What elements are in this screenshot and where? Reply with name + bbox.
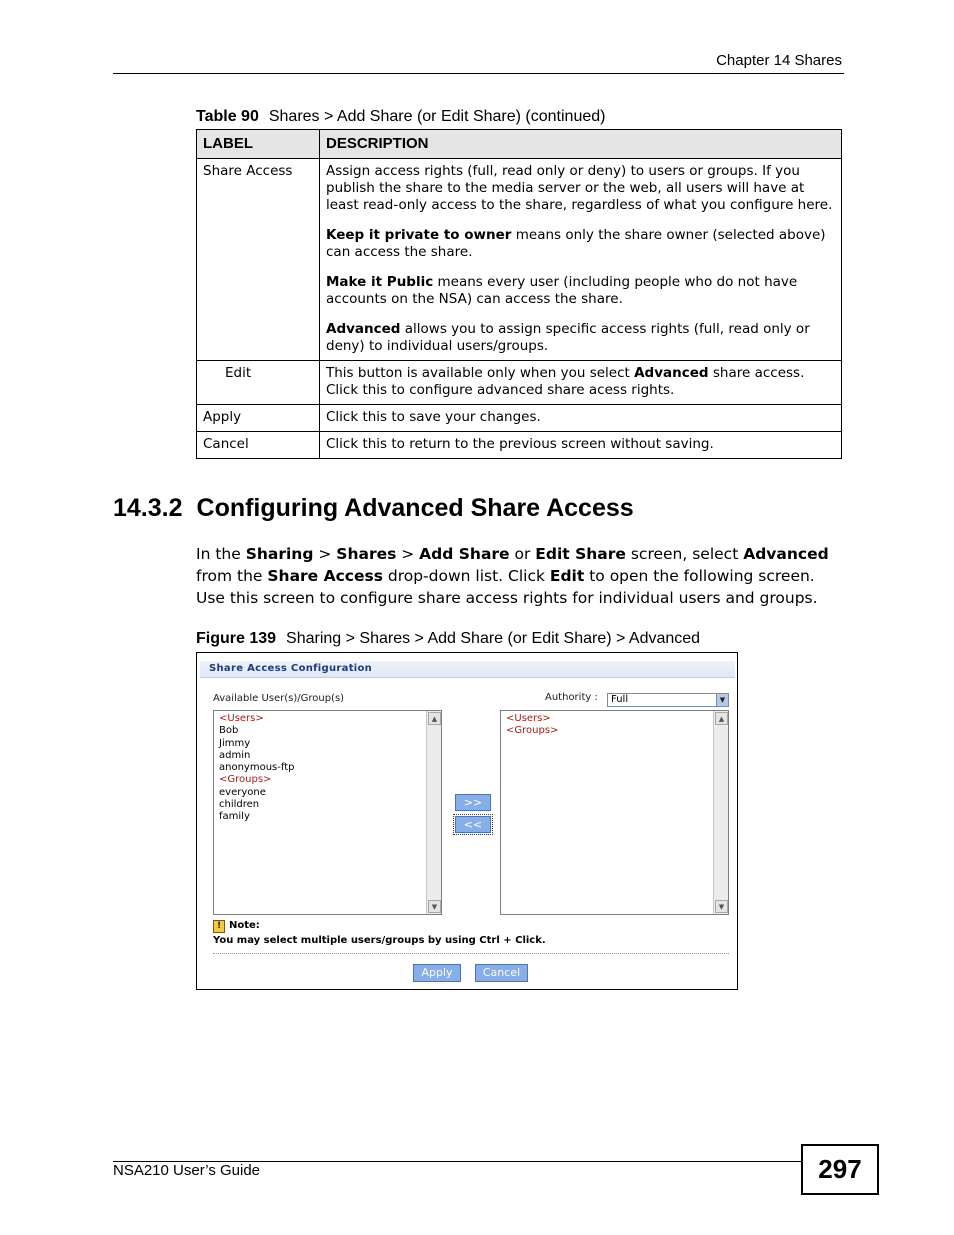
description-paragraph: Advanced allows you to assign specific access rights (full, read only or deny) to individual users/groups. bbox=[326, 321, 810, 354]
figure-caption bbox=[196, 630, 700, 648]
list-item[interactable]: everyone bbox=[219, 786, 266, 798]
description-paragraph: Keep it private to owner means only the share owner (selected above) can access the share. bbox=[326, 227, 826, 260]
note-text: You may select multiple users/groups by using Ctrl + Click. bbox=[213, 935, 546, 946]
scroll-down-icon[interactable]: ▼ bbox=[715, 900, 728, 913]
scroll-down-icon[interactable]: ▼ bbox=[428, 900, 441, 913]
description-paragraph: Make it Public means every user (including people who do not have accounts on the NSA) can access the share. bbox=[326, 274, 798, 307]
column-header-description: DESCRIPTION bbox=[320, 130, 842, 159]
body-paragraph: In the Sharing > Shares > Add Share or Edit Share screen, select Advanced from the Share Access drop-down list. Click Edit to open the following screen. Use this screen to configure share access rights for individual users and groups. bbox=[196, 545, 829, 607]
figure-title: Sharing > Shares > Add Share (or Edit Share) > Advanced bbox=[286, 630, 701, 647]
list-item[interactable]: family bbox=[219, 811, 250, 823]
figure-number: Figure 139 bbox=[196, 630, 277, 647]
list-item[interactable]: <Groups> bbox=[506, 725, 559, 737]
selected-list[interactable] bbox=[500, 710, 729, 915]
section-number: 14.3.2 bbox=[113, 494, 183, 522]
table-header-row bbox=[197, 130, 842, 159]
page-number: 297 bbox=[801, 1144, 879, 1195]
authority-label: Authority : bbox=[545, 692, 598, 703]
share-access-screenshot bbox=[196, 652, 738, 990]
cancel-button[interactable]: Cancel bbox=[475, 964, 528, 982]
table-title: Shares > Add Share (or Edit Share) (continued) bbox=[268, 108, 606, 125]
scrollbar[interactable] bbox=[426, 711, 441, 914]
list-item[interactable]: Bob bbox=[219, 725, 239, 737]
row-description: Click this to return to the previous screen without saving. bbox=[320, 432, 842, 459]
table-row bbox=[197, 159, 842, 361]
authority-select[interactable] bbox=[607, 693, 729, 707]
list-item[interactable]: admin bbox=[219, 749, 251, 761]
list-item[interactable]: anonymous-ftp bbox=[219, 762, 295, 774]
note-title: Note: bbox=[229, 920, 260, 931]
note-icon: ! bbox=[213, 920, 225, 933]
list-item[interactable]: <Groups> bbox=[219, 774, 272, 786]
list-item[interactable]: children bbox=[219, 799, 260, 811]
description-table bbox=[196, 129, 842, 459]
row-label: Share Access bbox=[197, 159, 320, 361]
panel-title: Share Access Configuration bbox=[200, 661, 735, 678]
add-button[interactable]: >> bbox=[455, 794, 491, 811]
scroll-up-icon[interactable]: ▲ bbox=[428, 712, 441, 725]
description-paragraph: Assign access rights (full, read only or deny) to users or groups. If you publish the share to the media server or the web, all users will have at least read-only access to the share, regardless of what you configure here. bbox=[326, 163, 833, 213]
available-label: Available User(s)/Group(s) bbox=[213, 693, 345, 704]
section-title bbox=[113, 494, 634, 523]
row-label: Edit bbox=[197, 361, 320, 405]
table-row bbox=[197, 405, 842, 432]
list-item[interactable]: <Users> bbox=[219, 713, 264, 724]
list-item[interactable]: <Users> bbox=[506, 713, 551, 724]
table-caption bbox=[196, 108, 605, 126]
available-list[interactable] bbox=[213, 710, 442, 915]
section-heading: Configuring Advanced Share Access bbox=[196, 494, 634, 522]
table-number: Table 90 bbox=[196, 108, 259, 125]
apply-button[interactable]: Apply bbox=[413, 964, 461, 982]
list-item[interactable]: Jimmy bbox=[219, 737, 251, 749]
row-description: This button is available only when you select Advanced share access. Click this to configure advanced share acess rights. bbox=[320, 361, 842, 405]
header-rule bbox=[113, 73, 844, 74]
chevron-down-icon[interactable]: ▼ bbox=[716, 694, 728, 706]
column-header-label: LABEL bbox=[197, 130, 320, 159]
table-row bbox=[197, 361, 842, 405]
scrollbar[interactable] bbox=[713, 711, 728, 914]
remove-button[interactable]: << bbox=[455, 816, 491, 833]
divider bbox=[213, 953, 729, 954]
row-description: Click this to save your changes. bbox=[320, 405, 842, 432]
row-label: Apply bbox=[197, 405, 320, 432]
row-description bbox=[320, 159, 842, 361]
chapter-header: Chapter 14 Shares bbox=[716, 52, 842, 69]
authority-value: Full bbox=[611, 694, 629, 705]
row-label: Cancel bbox=[197, 432, 320, 459]
footer-guide-title: NSA210 User’s Guide bbox=[113, 1162, 261, 1179]
table-row bbox=[197, 432, 842, 459]
scroll-up-icon[interactable]: ▲ bbox=[715, 712, 728, 725]
